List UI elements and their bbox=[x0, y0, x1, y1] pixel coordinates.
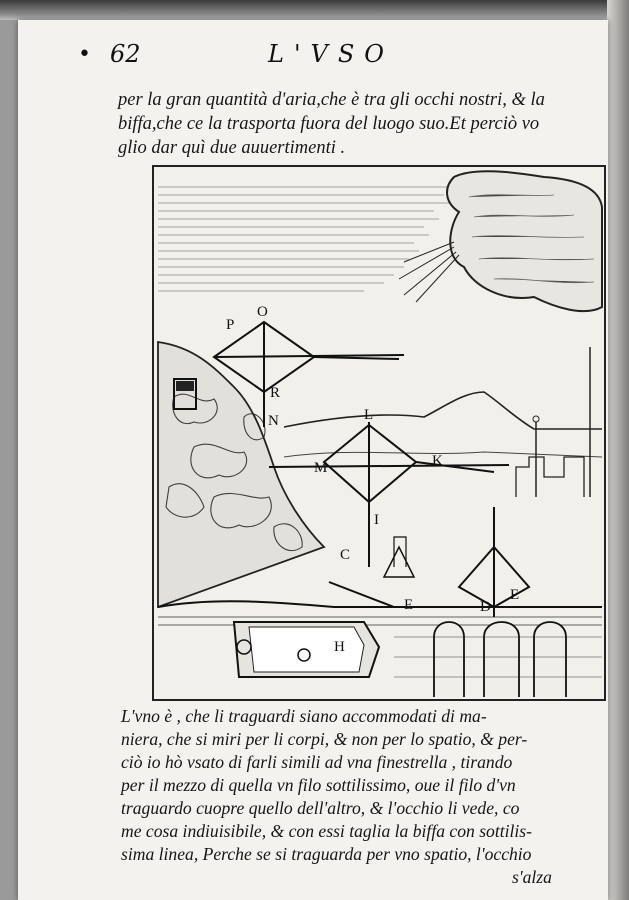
figure-label-c: C bbox=[340, 547, 351, 563]
text-line: per il mezzo di quella vn filo sottilissimo, oue il filo d'vn bbox=[121, 775, 516, 795]
figure-label-h: H bbox=[334, 639, 345, 655]
figure-label-o: O bbox=[257, 304, 268, 320]
running-head: L'VSO bbox=[268, 40, 394, 68]
text-line: sima linea, Perche se si traguarda per vno spatio, l'occhio bbox=[121, 844, 532, 864]
page-header bbox=[0, 32, 629, 72]
woodcut-drawing bbox=[154, 167, 604, 699]
text-line: per la gran quantità d'aria,che è tra gli occhi nostri, & la bbox=[118, 90, 545, 110]
woodcut-illustration bbox=[152, 165, 606, 701]
text-line: me cosa indiuisibile, & con essi taglia la biffa con sottilis- bbox=[121, 821, 532, 841]
text-line: ciò io hò vsato di farli simili ad vna finestrella , tirando bbox=[121, 752, 513, 772]
text-line: niera, che si miri per li corpi, & non per lo spatio, & per- bbox=[121, 729, 528, 749]
margin-dot: • bbox=[78, 42, 91, 67]
book-spine-edge bbox=[607, 0, 629, 900]
text-line: biffa,che ce la trasporta fuora del luogo suo.Et perciò vo bbox=[118, 114, 540, 134]
text-line: glio dar quì due auuertimenti . bbox=[118, 138, 346, 158]
text-line: L'vno è , che li traguardi siano accommodati di ma- bbox=[121, 706, 487, 726]
figure-label-m: M bbox=[314, 460, 328, 476]
figure-label-n: N bbox=[268, 413, 279, 429]
page-number: 62 bbox=[110, 40, 141, 68]
figure-label-e-left: E bbox=[404, 597, 414, 613]
figure-label-l: L bbox=[364, 407, 374, 423]
text-line: traguardo cuopre quello dell'altro, & l'occhio li vede, co bbox=[121, 798, 520, 818]
figure-label-i: I bbox=[374, 512, 379, 528]
catchword: s'alza bbox=[512, 867, 552, 887]
figure-label-r: R bbox=[270, 385, 281, 401]
figure-label-p: P bbox=[226, 317, 235, 333]
figure-label-d: D bbox=[480, 599, 491, 615]
figure-label-k: K bbox=[432, 453, 443, 469]
book-top-edge bbox=[0, 0, 629, 20]
figure-label-e-right: E bbox=[510, 587, 520, 603]
